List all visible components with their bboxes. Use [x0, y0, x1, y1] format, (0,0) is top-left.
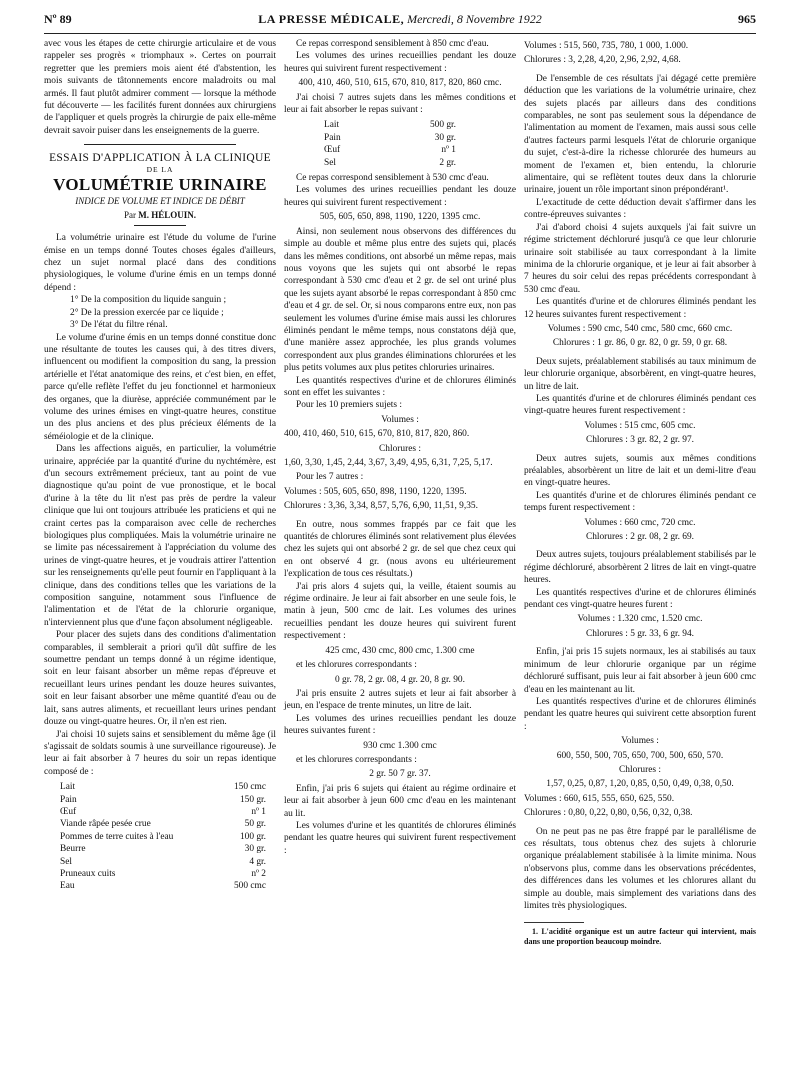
list-item: Œuf nº 1	[60, 806, 266, 817]
article-byline: Par M. HÉLOUIN.	[123, 210, 196, 221]
column-2	[284, 38, 516, 857]
paragraph: et les chlorures correspondants :	[296, 754, 417, 765]
paragraph: avec vous les étapes de cette chirurgie articulaire et de vous rappeler ses progrès « triomphaux ». Certes on pourrait regretter que les premiers mois aient été d'abstention, les mois suivants de tâtonnements encore maladroits ou mal armés. Il faut plutôt admirer comment — lorsque la méthode fut découverte — les facilités furent données aux chirurgiens de l'appliquer et quels progrès la chirurgie de paix elle-même devrait savoir puiser dans les enseignements de la guerre.	[44, 39, 276, 136]
column-3	[524, 38, 756, 947]
chloride-values: 1,57, 0,25, 0,87, 1,20, 0,85, 0,50, 0,49, 0,38, 0,50.	[546, 779, 734, 790]
paragraph: Les quantités respectives d'urine et de chlorures éliminés pendant les quatre heures qui suivirent cette absorption furent :	[524, 696, 756, 732]
volume-values: Volumes : 515, 560, 735, 780, 1 000, 1.000.	[524, 41, 689, 51]
list-item: Beurre 30 gr.	[60, 844, 266, 855]
paragraph: Enfin, j'ai pris 6 sujets qui étaient au régime ordinaire et leur ai fait absorber à jeun 600 cmc d'eau en les maintenant au lit.	[284, 783, 516, 819]
header-rule	[44, 33, 756, 34]
paragraph: J'ai choisi 7 autres sujets dans les mêmes conditions et leur ai fait absorber le repas suivant :	[284, 92, 516, 116]
paragraph: Enfin, j'ai pris 15 sujets normaux, les ai stabilisés au taux minimum de leur chlorurie organique par un régime déchloruré suffisant, puis leur ai fait absorber à jeun 600 cmc d'eau en les maintenant au lit.	[524, 647, 756, 695]
article-title: VOLUMÉTRIE URINAIRE	[53, 175, 267, 195]
volume-values: 425 cmc, 430 cmc, 800 cmc, 1.300 cme	[325, 645, 475, 656]
paragraph: Pour les 10 premiers sujets :	[296, 400, 402, 411]
paragraph: Les quantités d'urine et de chlorures éliminés pendant les 12 heures suivantes furent respectivement :	[524, 297, 756, 320]
paragraph: J'ai pris ensuite 2 autres sujets et leur ai fait absorber à jeun, en l'espace de trente minutes, un litre de lait.	[284, 688, 516, 712]
paragraph: J'ai d'abord choisi 4 sujets auxquels j'ai fait suivre un régime strictement déchloruré jusqu'à ce que leur chlorurie urinaire soit stabilisée au taux correspondant à la limite minima de la chlorurie organique, et je leur ai fait absorber à 7 heures du soir celui des repas précédents correspondant à 530 cmc d'eau.	[524, 222, 756, 295]
list-item: 2° De la pression exercée par ce liquide ;	[70, 307, 224, 318]
list-item: 3° De l'état du filtre rénal.	[70, 320, 168, 331]
paragraph: Le volume d'urine émis en un temps donné constitue donc une résultante de toutes les causes qui, à des titres divers, influencent ou modifient la composition du sang, la pression artérielle et l'état anatomique des reins, et c'est bien, en effet, parce qu'elle reflète l'effet du jeu fonctionnel et harmonieux des organes, que la diurèse, appréciée communément par le volume des urines émises en vingt-quatre heures, constitue un des plus anciens et des plus précieux éléments de la séméiologie et de la clinique.	[44, 332, 276, 442]
chloride-values: Chlorures : 0,80, 0,22, 0,80, 0,56, 0,32, 0,38.	[524, 808, 693, 819]
footnote-divider	[524, 922, 584, 923]
paragraph: Deux autres sujets, soumis aux mêmes conditions préalables, absorbèrent un litre de lait et un demi-litre d'eau en vingt-quatre heures.	[524, 453, 756, 489]
title-divider	[84, 144, 236, 145]
paragraph: Deux sujets, préalablement stabilisés au taux minimum de leur chlorurie organique, absorbèrent, en vingt-quatre heures, un litre de lait.	[524, 356, 756, 392]
chloride-values: Chlorures : 1 gr. 86, 0 gr. 82, 0 gr. 59, 0 gr. 68.	[552, 338, 728, 349]
chloride-values: Chlorures : 2 gr. 08, 2 gr. 69.	[585, 532, 695, 543]
list-item: Sel 4 gr.	[60, 856, 266, 867]
paragraph: Les volumes d'urine et les quantités de chlorures éliminés pendant les quatre heures qui suivirent furent respectivement :	[284, 820, 516, 856]
paragraph: Pour les 7 autres :	[296, 472, 364, 483]
footnote: 1. L'acidité organique est un autre facteur qui intervient, mais dans une proportion beaucoup moindre.	[524, 927, 756, 947]
volume-values: Volumes : 1.320 cmc, 1.520 cmc.	[577, 614, 703, 625]
volume-values: 600, 550, 500, 705, 650, 700, 500, 650, 570.	[556, 750, 724, 761]
paragraph: Ce repas correspond sensiblement à 530 cmc d'eau.	[296, 173, 489, 184]
article-kicker: ESSAIS D'APPLICATION À LA CLINIQUE	[49, 152, 271, 165]
paragraph: Les quantités respectives d'urine et de chlorures éliminés pendant ces vingt-quatre heures furent :	[524, 587, 756, 611]
table-label: Volumes :	[381, 414, 419, 425]
chloride-values: 2 gr. 50 7 gr. 37.	[369, 769, 431, 780]
paragraph: Les quantités d'urine et de chlorures éliminés pendant ce temps furent respectivement :	[524, 490, 756, 514]
paragraph: J'ai pris alors 4 sujets qui, la veille, étaient soumis au régime ordinaire. Je leur ai fait absorber en une seule fois, le matin à jeun, 500 cmc de lait. Les volumes des urines recueillies pendant les douze heures qui suivirent furent respectivement :	[284, 581, 516, 642]
page-header	[44, 12, 756, 28]
volume-values: Volumes : 590 cmc, 540 cmc, 580 cmc, 660 cmc.	[547, 323, 733, 334]
column-1	[44, 38, 276, 896]
list-item: Pruneaux cuits nº 2	[60, 868, 266, 879]
factor-list	[44, 294, 276, 331]
volume-values: 505, 605, 650, 898, 1190, 1220, 1395 cmc.	[319, 212, 481, 223]
author-name: M. HÉLOUIN.	[138, 210, 196, 221]
list-item: Sel 2 gr.	[324, 157, 456, 168]
paragraph: On ne peut pas ne pas être frappé par le parallélisme de ces résultats, tous obtenus chez des sujets à chlorurie organique préalablement stabilisée à la limite minima. Nous n'observons plus, comme dans les observations précédentes, des différences dans les volumes et les chlorures allant du simple au double, mais simplement des variations dans des limites très physiologiques.	[524, 826, 756, 911]
byline-divider	[134, 225, 186, 226]
table-label: Chlorures :	[379, 443, 421, 454]
paragraph: L'exactitude de cette déduction devait s'affirmer dans les contre-épreuves suivantes :	[524, 197, 756, 221]
paragraph: Deux autres sujets, toujours préalablement stabilisés par le régime déchloruré, absorbèrent 2 litres de lait en vingt-quatre heures.	[524, 550, 756, 586]
journal-title	[44, 12, 756, 27]
paragraph: En outre, nous sommes frappés par ce fait que les quantités de chlorures éliminés sont relativement plus élevées chez les sujets qui ont absorbé 2 gr. de sel que chez ceux qui en ont observé 4 gr. (nous avons eu ultérieurement l'explication de tous ces résultats.)	[284, 519, 516, 580]
list-item: Eau 500 cmc	[60, 881, 266, 892]
list-item: Œuf nº 1	[324, 145, 456, 156]
list-item: Pain 30 gr.	[324, 132, 456, 143]
chloride-values: Chlorures : 3, 2,28, 4,20, 2,96, 2,92, 4,68.	[524, 55, 681, 66]
meal-list-1	[60, 781, 276, 893]
list-item: Lait 150 cmc	[60, 782, 266, 793]
volume-values: Volumes : 505, 605, 650, 898, 1190, 1220, 1395.	[284, 486, 467, 497]
volume-values: Volumes : 515 cmc, 605 cmc.	[584, 420, 696, 431]
paragraph: Les volumes des urines recueillies pendant les douze heures qui suivirent furent respectivement :	[284, 185, 516, 208]
chloride-values: Chlorures : 5 gr. 33, 6 gr. 94.	[585, 628, 695, 639]
issue-date: Mercredi, 8 Novembre 1922	[407, 12, 542, 26]
paragraph: De l'ensemble de ces résultats j'ai dégagé cette première déduction que les variations de la volumétrie urinaire, chez des sujets placés par ailleurs dans des conditions comparables, ne sont pas seulement sous la dépendance de l'alimentation au moment de l'examen, mais aussi sous celle d'autres facteurs parmi lesquels l'état de chlorurie organique du sujet, c'est-à-dire la richesse chlorurée des humeurs au moment de l'examen et, bien entendu, la chlorurie alimentaire, qui se reflètent toutes deux dans la chlorurie urinaire, jouent un rôle important sinon prépondérant¹.	[524, 73, 756, 196]
list-item: Lait 500 gr.	[324, 120, 456, 131]
paragraph: Pour placer des sujets dans des conditions d'alimentation comparables, il semblerait a priori qu'il dût suffire de les soumettre pendant un temps donné à un régime identique, soit en leur faisant absorber un même repas d'épreuve et recueillant leurs urines pendant les douze heures suivantes, soit en leur faisant absorber une même quantité d'eau ou de lait, sans autres aliments, et recueillant leurs urines pendant douze ou vingt-quatre heures. Or, il n'en est rien.	[44, 630, 276, 728]
chloride-values: 1,60, 3,30, 1,45, 2,44, 3,67, 3,49, 4,95, 6,31, 7,25, 5,17.	[284, 458, 493, 468]
page-number: 965	[738, 12, 756, 26]
table-label: Volumes :	[621, 736, 659, 747]
table-label: Chlorures :	[619, 764, 661, 775]
list-item: Pommes de terre cuites à l'eau 100 gr.	[60, 831, 266, 842]
paragraph: La volumétrie urinaire est l'étude du volume de l'urine émise en un temps donné Toutes choses égales d'ailleurs, chez un sujet normal placé dans des conditions physiologiques, le volume d'urine émis en un temps donné dépend :	[44, 233, 276, 293]
journal-name: LA PRESSE MÉDICALE,	[258, 12, 405, 26]
list-item: Viande râpée pesée crue 50 gr.	[60, 819, 266, 830]
paragraph: Les quantités d'urine et de chlorures éliminés pendant ces vingt-quatre heures furent respectivement :	[524, 393, 756, 417]
paragraph: Les volumes des urines recueillies pendant les douze heures suivantes furent :	[284, 713, 516, 737]
paragraph: Ainsi, non seulement nous observons des différences du simple au double et même plus entre des sujets qui, placés dans les mêmes conditions, ont absorbé un même repas, mais nous voyons que les sujets qui ont absorbé le repas correspondant à 530 cmc d'eau et 2 gr. de sel ont uriné plus que les sujets ayant absorbé le repas correspondant à 850 cmc d'eau et 4 gr. de sel. Or, si nous comparons entre eux, non pas seulement les volumes d'urine émise mais aussi les chlorures éliminés pendant le même temps, nous constatons déjà que, d'une manière assez approchée, les plus grands volumes correspondent aux plus grandes éliminations chlorurées et les plus petits volumes aux plus petites chloruries urinaires.	[284, 226, 516, 374]
chloride-values: Chlorures : 3,36, 3,34, 8,57, 5,76, 6,90, 11,51, 9,35.	[284, 501, 478, 512]
volume-values: Volumes : 660 cmc, 720 cmc.	[584, 517, 696, 528]
paragraph: Les volumes des urines recueillies pendant les douze heures qui suivirent furent respectivement :	[284, 51, 516, 74]
issue-number: Nº 89	[44, 12, 72, 26]
article-kicker-small: DE LA	[146, 165, 174, 175]
article-subtitle: INDICE DE VOLUME ET INDICE DE DÉBIT	[75, 196, 245, 207]
chloride-values: Chlorures : 3 gr. 82, 2 gr. 97.	[585, 435, 695, 446]
paragraph: et les chlorures correspondants :	[296, 660, 417, 671]
list-item: 1° De la composition du liquide sanguin ;	[70, 295, 227, 306]
paragraph: Ce repas correspond sensiblement à 850 cmc d'eau.	[296, 39, 489, 49]
paragraph: J'ai choisi 10 sujets sains et sensiblement du même âge (il s'agissait de soldats soumis à une surveillance rigoureuse). Je leur ai fait absorber à 7 heures du soir un repas identique composé de :	[44, 729, 276, 777]
chloride-values: 0 gr. 78, 2 gr. 08, 4 gr. 20, 8 gr. 90.	[335, 674, 465, 685]
paragraph: Les quantités respectives d'urine et de chlorures éliminés sont en effet les suivantes :	[284, 375, 516, 398]
meal-list-2	[324, 119, 516, 169]
list-item: Pain 150 gr.	[60, 794, 266, 805]
volume-values: 930 cmc 1.300 cmc	[363, 740, 437, 751]
volume-values: 400, 410, 460, 510, 615, 670, 810, 817, 820, 860 cmc.	[298, 78, 502, 89]
paragraph: Dans les affections aiguës, en particulier, la volumétrie urinaire, appréciée par la quantité d'urine du nychtémère, est d'un secours extrêmement précieux, tant au point de vue diagnostique qu'au point de vue pronostique, et le bocal d'urine à la tête du lit n'est pas près de perdre la valeur clinique que lui ont toujours attribuée les praticiens et qui ne craint certes pas la comparaison avec celle de recherches biologiques plus compliquées. Mais la volumétrie urinaire ne se limite pas nécessairement à l'appréciation du volume des urines de vingt-quatre heures, et je voudrais attirer l'attention sur les renseignements qu'elle peut fournir en l'appliquant à la clinique, dans des conditions telles que les variations de la composition sanguine, notamment sous l'influence de l'alimentation et de l'état de la chlorurie organique, n'interviennent plus que d'une façon absolument négligeable.	[44, 444, 276, 628]
volume-values: 400, 410, 460, 510, 615, 670, 810, 817, 820, 860.	[284, 429, 470, 440]
volume-values: Volumes : 660, 615, 555, 650, 625, 550.	[524, 793, 675, 804]
